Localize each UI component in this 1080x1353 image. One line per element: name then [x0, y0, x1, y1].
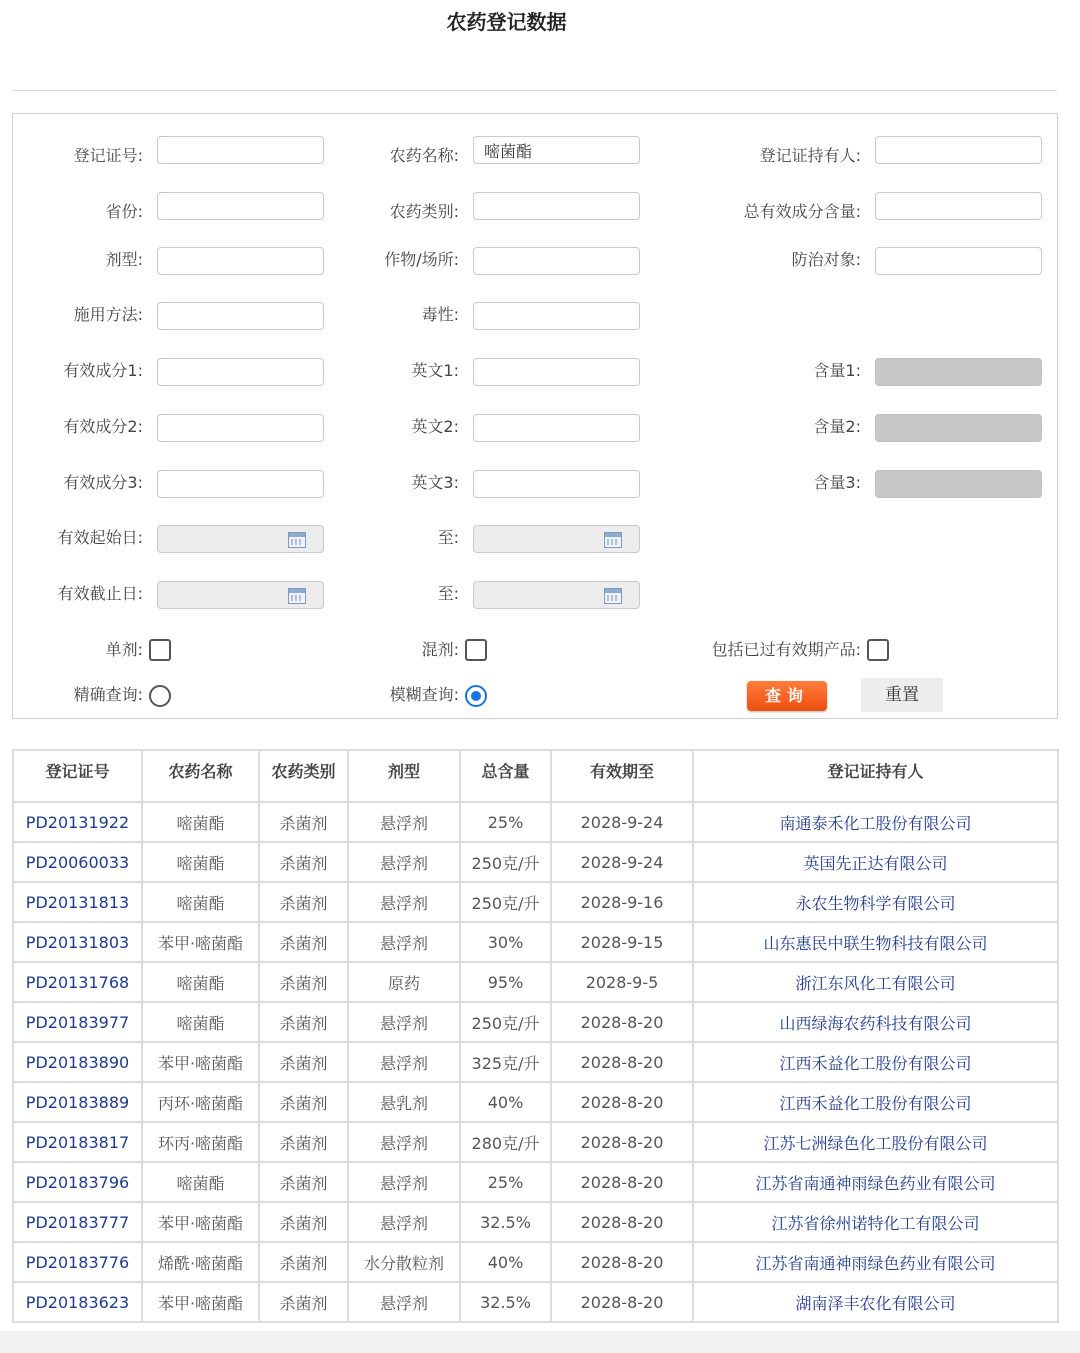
table-row	[13, 1162, 1058, 1202]
crop-site-label: 作物/场所:	[384, 250, 459, 269]
ingredient3-input[interactable]	[157, 470, 324, 498]
table-row	[13, 1242, 1058, 1282]
holder-link[interactable]: 湖南泽丰农化有限公司	[693, 1282, 1058, 1322]
holder-link[interactable]: 江苏省南通神雨绿色药业有限公司	[693, 1162, 1058, 1202]
category-label: 农药类别:	[389, 202, 459, 221]
holder-link[interactable]: 南通泰禾化工股份有限公司	[693, 802, 1058, 842]
category-cell: 杀菌剂	[259, 962, 348, 1002]
pesticide-name-cell: 苯甲·嘧菌酯	[142, 1202, 259, 1242]
pesticide-name-cell: 苯甲·嘧菌酯	[142, 922, 259, 962]
table-header-row	[13, 750, 1058, 802]
formulation-cell: 悬浮剂	[348, 882, 460, 922]
valid-until-cell: 2028-8-20	[551, 1082, 693, 1122]
formulation-label: 剂型:	[105, 250, 143, 269]
category-cell: 杀菌剂	[259, 882, 348, 922]
category-cell: 杀菌剂	[259, 1202, 348, 1242]
header-pesticide-name[interactable]: 农药名称	[142, 750, 259, 802]
valid-start-label: 有效起始日:	[57, 528, 143, 547]
total-content-cell: 250克/升	[460, 1002, 551, 1042]
table-row	[13, 1082, 1058, 1122]
holder-link[interactable]: 山西绿海农药科技有限公司	[693, 1002, 1058, 1042]
valid-until-cell: 2028-9-24	[551, 802, 693, 842]
header-holder[interactable]: 登记证持有人	[693, 750, 1058, 802]
formulation-cell: 悬浮剂	[348, 802, 460, 842]
reg-no-label: 登记证号:	[73, 146, 143, 165]
formulation-input[interactable]	[157, 247, 324, 275]
formulation-cell: 水分散粒剂	[348, 1242, 460, 1282]
mixed-checkbox[interactable]	[465, 639, 487, 661]
holder-link[interactable]: 山东惠民中联生物科技有限公司	[693, 922, 1058, 962]
valid-until-cell: 2028-8-20	[551, 1282, 693, 1322]
holder-link[interactable]: 英国先正达有限公司	[693, 842, 1058, 882]
valid-until-cell: 2028-9-24	[551, 842, 693, 882]
bottom-bar	[0, 1331, 1080, 1353]
reset-button[interactable]: 重置	[861, 678, 943, 712]
results-table	[12, 749, 1059, 1323]
pesticide-name-cell: 苯甲·嘧菌酯	[142, 1282, 259, 1322]
reg-no-link[interactable]: PD20131813	[13, 882, 142, 922]
page-title: 农药登记数据	[446, 10, 567, 34]
table-row	[13, 1122, 1058, 1162]
holder-link[interactable]: 江苏省徐州诺特化工有限公司	[693, 1202, 1058, 1242]
total-content-cell: 250克/升	[460, 842, 551, 882]
formulation-cell: 悬浮剂	[348, 1042, 460, 1082]
total-content-cell: 40%	[460, 1082, 551, 1122]
english1-label: 英文1:	[411, 361, 459, 380]
reg-no-link[interactable]: PD20183776	[13, 1242, 142, 1282]
valid-end-label: 有效截止日:	[57, 584, 143, 603]
pesticide-name-cell: 嘧菌酯	[142, 802, 259, 842]
valid-start-to-label: 至:	[437, 528, 459, 547]
english2-label: 英文2:	[411, 417, 459, 436]
category-cell: 杀菌剂	[259, 1042, 348, 1082]
content1-input[interactable]	[875, 358, 1042, 386]
valid-end-to-label: 至:	[437, 584, 459, 603]
reg-no-link[interactable]: PD20131922	[13, 802, 142, 842]
toxicity-label: 毒性:	[421, 305, 459, 324]
total-content-cell: 280克/升	[460, 1122, 551, 1162]
table-row	[13, 962, 1058, 1002]
category-cell: 杀菌剂	[259, 1282, 348, 1322]
fuzzy-radio[interactable]	[465, 685, 487, 707]
category-cell: 杀菌剂	[259, 842, 348, 882]
calendar-icon[interactable]	[288, 532, 306, 548]
formulation-cell: 悬浮剂	[348, 1122, 460, 1162]
total-content-cell: 25%	[460, 802, 551, 842]
ingredient1-input[interactable]	[157, 358, 324, 386]
pesticide-name-cell: 嘧菌酯	[142, 1162, 259, 1202]
valid-until-cell: 2028-8-20	[551, 1042, 693, 1082]
content2-input[interactable]	[875, 414, 1042, 442]
exact-radio[interactable]	[149, 685, 171, 707]
reg-no-link[interactable]: PD20060033	[13, 842, 142, 882]
content2-label: 含量2:	[813, 417, 861, 436]
table-row	[13, 1042, 1058, 1082]
pesticide-name-cell: 嘧菌酯	[142, 1002, 259, 1042]
category-cell: 杀菌剂	[259, 922, 348, 962]
holder-link[interactable]: 江苏七洲绿色化工股份有限公司	[693, 1122, 1058, 1162]
content1-label: 含量1:	[813, 361, 861, 380]
valid-until-cell: 2028-8-20	[551, 1242, 693, 1282]
english3-label: 英文3:	[411, 473, 459, 492]
exact-label: 精确查询:	[73, 685, 143, 704]
table-row	[13, 1002, 1058, 1042]
table-row	[13, 922, 1058, 962]
pesticide-name-cell: 嘧菌酯	[142, 962, 259, 1002]
content3-input[interactable]	[875, 470, 1042, 498]
valid-until-cell: 2028-8-20	[551, 1202, 693, 1242]
table-row	[13, 1202, 1058, 1242]
valid-until-cell: 2028-9-15	[551, 922, 693, 962]
ingredient1-label: 有效成分1:	[63, 361, 143, 380]
holder-label: 登记证持有人:	[759, 146, 861, 165]
holder-link[interactable]: 永农生物科学有限公司	[693, 882, 1058, 922]
pesticide-name-cell: 嘧菌酯	[142, 842, 259, 882]
pesticide-name-cell: 苯甲·嘧菌酯	[142, 1042, 259, 1082]
method-label: 施用方法:	[73, 305, 143, 324]
category-cell: 杀菌剂	[259, 1002, 348, 1042]
holder-input[interactable]	[875, 136, 1042, 164]
english1-input[interactable]	[473, 358, 640, 386]
reg-no-link[interactable]: PD20183890	[13, 1042, 142, 1082]
province-label: 省份:	[105, 202, 143, 221]
target-input[interactable]	[875, 247, 1042, 275]
reg-no-link[interactable]: PD20131768	[13, 962, 142, 1002]
english2-input[interactable]	[473, 414, 640, 442]
table-row	[13, 802, 1058, 842]
reg-no-input[interactable]	[157, 136, 324, 164]
formulation-cell: 原药	[348, 962, 460, 1002]
formulation-cell: 悬浮剂	[348, 1282, 460, 1322]
formulation-cell: 悬乳剂	[348, 1082, 460, 1122]
crop-site-input[interactable]	[473, 247, 640, 275]
total-content-cell: 325克/升	[460, 1042, 551, 1082]
reg-no-link[interactable]: PD20183817	[13, 1122, 142, 1162]
header-reg-no[interactable]: 登记证号	[13, 750, 142, 802]
table-row	[13, 1282, 1058, 1322]
table-row	[13, 882, 1058, 922]
category-cell: 杀菌剂	[259, 802, 348, 842]
total-content-label: 总有效成分含量:	[743, 202, 861, 221]
holder-link[interactable]: 江西禾益化工股份有限公司	[693, 1082, 1058, 1122]
category-cell: 杀菌剂	[259, 1122, 348, 1162]
valid-until-cell: 2028-9-16	[551, 882, 693, 922]
reg-no-link[interactable]: PD20183777	[13, 1202, 142, 1242]
province-input[interactable]	[157, 192, 324, 220]
total-content-cell: 25%	[460, 1162, 551, 1202]
holder-link[interactable]: 浙江东风化工有限公司	[693, 962, 1058, 1002]
search-form	[12, 113, 1058, 719]
category-cell: 杀菌剂	[259, 1242, 348, 1282]
header-formulation[interactable]: 剂型	[348, 750, 460, 802]
header-valid-until[interactable]: 有效期至	[551, 750, 693, 802]
single-checkbox[interactable]	[149, 639, 171, 661]
pesticide-name-label: 农药名称:	[389, 146, 459, 165]
formulation-cell: 悬浮剂	[348, 842, 460, 882]
toxicity-input[interactable]	[473, 302, 640, 330]
total-content-cell: 40%	[460, 1242, 551, 1282]
single-label: 单剂:	[105, 640, 143, 659]
formulation-cell: 悬浮剂	[348, 922, 460, 962]
calendar-icon[interactable]	[604, 588, 622, 604]
total-content-cell: 32.5%	[460, 1202, 551, 1242]
include-expired-checkbox[interactable]	[867, 639, 889, 661]
header-total-content[interactable]: 总含量	[460, 750, 551, 802]
pesticide-name-cell: 烯酰·嘧菌酯	[142, 1242, 259, 1282]
ingredient2-input[interactable]	[157, 414, 324, 442]
valid-until-cell: 2028-8-20	[551, 1122, 693, 1162]
reg-no-link[interactable]: PD20183623	[13, 1282, 142, 1322]
total-content-input[interactable]	[875, 192, 1042, 220]
reg-no-link[interactable]: PD20183977	[13, 1002, 142, 1042]
holder-link[interactable]: 江西禾益化工股份有限公司	[693, 1042, 1058, 1082]
include-expired-label: 包括已过有效期产品:	[711, 640, 861, 659]
category-cell: 杀菌剂	[259, 1082, 348, 1122]
method-input[interactable]	[157, 302, 324, 330]
target-label: 防治对象:	[791, 250, 861, 269]
pesticide-name-cell: 环丙·嘧菌酯	[142, 1122, 259, 1162]
ingredient2-label: 有效成分2:	[63, 417, 143, 436]
valid-until-cell: 2028-9-5	[551, 962, 693, 1002]
content3-label: 含量3:	[813, 473, 861, 492]
total-content-cell: 30%	[460, 922, 551, 962]
title-divider	[12, 90, 1057, 91]
total-content-cell: 95%	[460, 962, 551, 1002]
header-category[interactable]: 农药类别	[259, 750, 348, 802]
english3-input[interactable]	[473, 470, 640, 498]
formulation-cell: 悬浮剂	[348, 1002, 460, 1042]
mixed-label: 混剂:	[421, 640, 459, 659]
holder-link[interactable]: 江苏省南通神雨绿色药业有限公司	[693, 1242, 1058, 1282]
total-content-cell: 32.5%	[460, 1282, 551, 1322]
fuzzy-label: 模糊查询:	[389, 685, 459, 704]
calendar-icon[interactable]	[604, 532, 622, 548]
reg-no-link[interactable]: PD20131803	[13, 922, 142, 962]
total-content-cell: 250克/升	[460, 882, 551, 922]
calendar-icon[interactable]	[288, 588, 306, 604]
reg-no-link[interactable]: PD20183796	[13, 1162, 142, 1202]
table-row	[13, 842, 1058, 882]
pesticide-name-input[interactable]	[473, 136, 640, 164]
ingredient3-label: 有效成分3:	[63, 473, 143, 492]
category-input[interactable]	[473, 192, 640, 220]
formulation-cell: 悬浮剂	[348, 1162, 460, 1202]
valid-until-cell: 2028-8-20	[551, 1162, 693, 1202]
reg-no-link[interactable]: PD20183889	[13, 1082, 142, 1122]
pesticide-name-cell: 丙环·嘧菌酯	[142, 1082, 259, 1122]
category-cell: 杀菌剂	[259, 1162, 348, 1202]
query-button[interactable]: 查询	[747, 681, 827, 711]
valid-until-cell: 2028-8-20	[551, 1002, 693, 1042]
pesticide-name-cell: 嘧菌酯	[142, 882, 259, 922]
formulation-cell: 悬浮剂	[348, 1202, 460, 1242]
